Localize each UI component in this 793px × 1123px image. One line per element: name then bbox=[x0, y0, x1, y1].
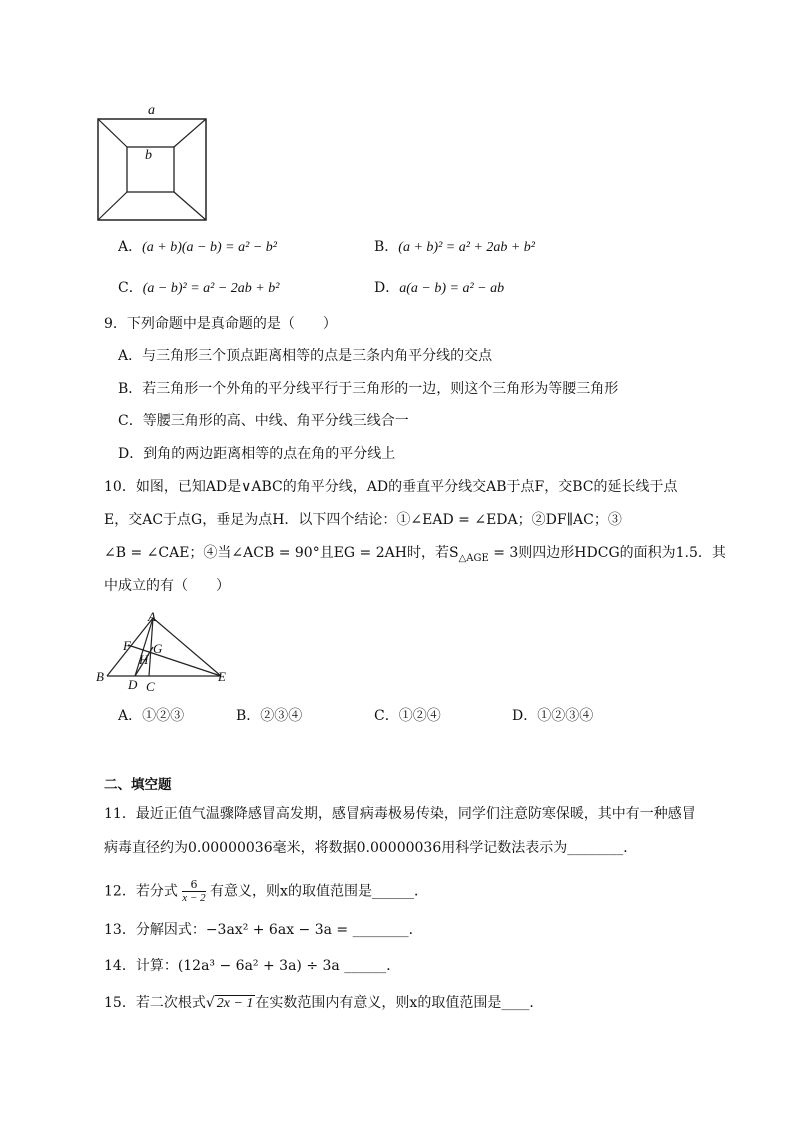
vertex-c: C bbox=[146, 679, 155, 694]
label-a: a bbox=[148, 103, 155, 118]
q8-formula-a: (a + b)(a − b) = a² − b² bbox=[142, 240, 277, 255]
q15: 15．若二次根式√ 2x − 1 在实数范围内有意义，则x的取值范围是____． bbox=[104, 995, 544, 1011]
nested-squares-figure bbox=[90, 100, 220, 226]
vertex-g: G bbox=[153, 641, 163, 656]
triangle-figure bbox=[95, 608, 235, 693]
q9-option-c[interactable]: C．等腰三角形的高、中线、角平分线三线合一 bbox=[118, 413, 409, 429]
vertex-h: H bbox=[139, 652, 149, 667]
q9-option-b[interactable]: B．若三角形一个外角的平分线平行于三角形的一边，则这个三角形为等腰三角形 bbox=[118, 381, 619, 397]
q10-option-d[interactable]: D．①②③④ bbox=[512, 708, 594, 724]
area-subscript: △AGE bbox=[458, 552, 489, 564]
vertex-d: D bbox=[128, 677, 138, 692]
vertex-f: F bbox=[123, 638, 131, 653]
q10-line4: 中成立的有（ ） bbox=[104, 578, 230, 594]
q11-line2: 病毒直径约为0.00000036毫米，将数据0.00000036用科学记数法表示为________． bbox=[104, 840, 638, 856]
q11-line1: 11．最近正值气温骤降感冒高发期，感冒病毒极易传染，同学们注意防寒保暖，其中有一种感冒 bbox=[104, 806, 696, 822]
q8-option-a[interactable]: A．(a + b)(a − b) = a² − b² bbox=[118, 239, 277, 255]
q10-line3: ∠B = ∠CAE；④当∠ACB = 90°且EG = 2AH时，若$S_{\triangle AGE} = 3$则四边形HDCG的面积为1.5．其 bbox=[104, 545, 726, 564]
q12-fraction: $\frac{6}{x - 2}$ bbox=[182, 878, 206, 904]
q9-option-d[interactable]: D．到角的两边距离相等的点在角的平分线上 bbox=[118, 446, 396, 462]
q8-option-b[interactable]: B．(a + b)² = a² + 2ab + b² bbox=[374, 239, 536, 255]
q8-formula-b: (a + b)² = a² + 2ab + b² bbox=[398, 240, 536, 255]
q10-line2: E，交AC于点G，垂足为点H．以下四个结论：①∠EAD = ∠EDA；②DF∥AC；③ bbox=[104, 512, 622, 528]
q15-radicand: 2x − 1 bbox=[216, 996, 254, 1011]
q12: 12．若分式 $\frac{6}{x - 2}$ 有意义，则x的取值范围是______． bbox=[104, 878, 428, 904]
vertex-e: E bbox=[218, 669, 226, 684]
q8-formula-c: (a − b)² = a² − 2ab + b² bbox=[142, 281, 280, 296]
label-b: b bbox=[145, 148, 152, 163]
q10-line1: 10．如图，已知AD是∨ABC的角平分线，AD的垂直平分线交AB于点F，交BC的延长线于点 bbox=[104, 479, 678, 495]
vertex-a: A bbox=[148, 609, 156, 624]
q9-stem: 9．下列命题中是真命题的是（ ） bbox=[104, 316, 337, 332]
section-title: 二、填空题 bbox=[104, 777, 172, 793]
q8-option-c[interactable]: C．(a − b)² = a² − 2ab + b² bbox=[118, 280, 280, 296]
q14: 14．计算：(12a³ − 6a² + 3a) ÷ 3a ______． bbox=[104, 958, 401, 974]
q10-option-a[interactable]: A．①②③ bbox=[118, 708, 185, 724]
q10-option-b[interactable]: B．②③④ bbox=[236, 708, 303, 724]
q10-option-c[interactable]: C．①②④ bbox=[374, 708, 441, 724]
vertex-b: B bbox=[96, 669, 104, 684]
q13: 13．分解因式：−3ax² + 6ax − 3a = ________． bbox=[104, 922, 423, 938]
q9-option-a[interactable]: A．与三角形三个顶点距离相等的点是三条内角平分线的交点 bbox=[118, 348, 493, 364]
q8-option-d[interactable]: D．a(a − b) = a² − ab bbox=[374, 280, 505, 296]
q8-formula-d: a(a − b) = a² − ab bbox=[399, 281, 505, 296]
